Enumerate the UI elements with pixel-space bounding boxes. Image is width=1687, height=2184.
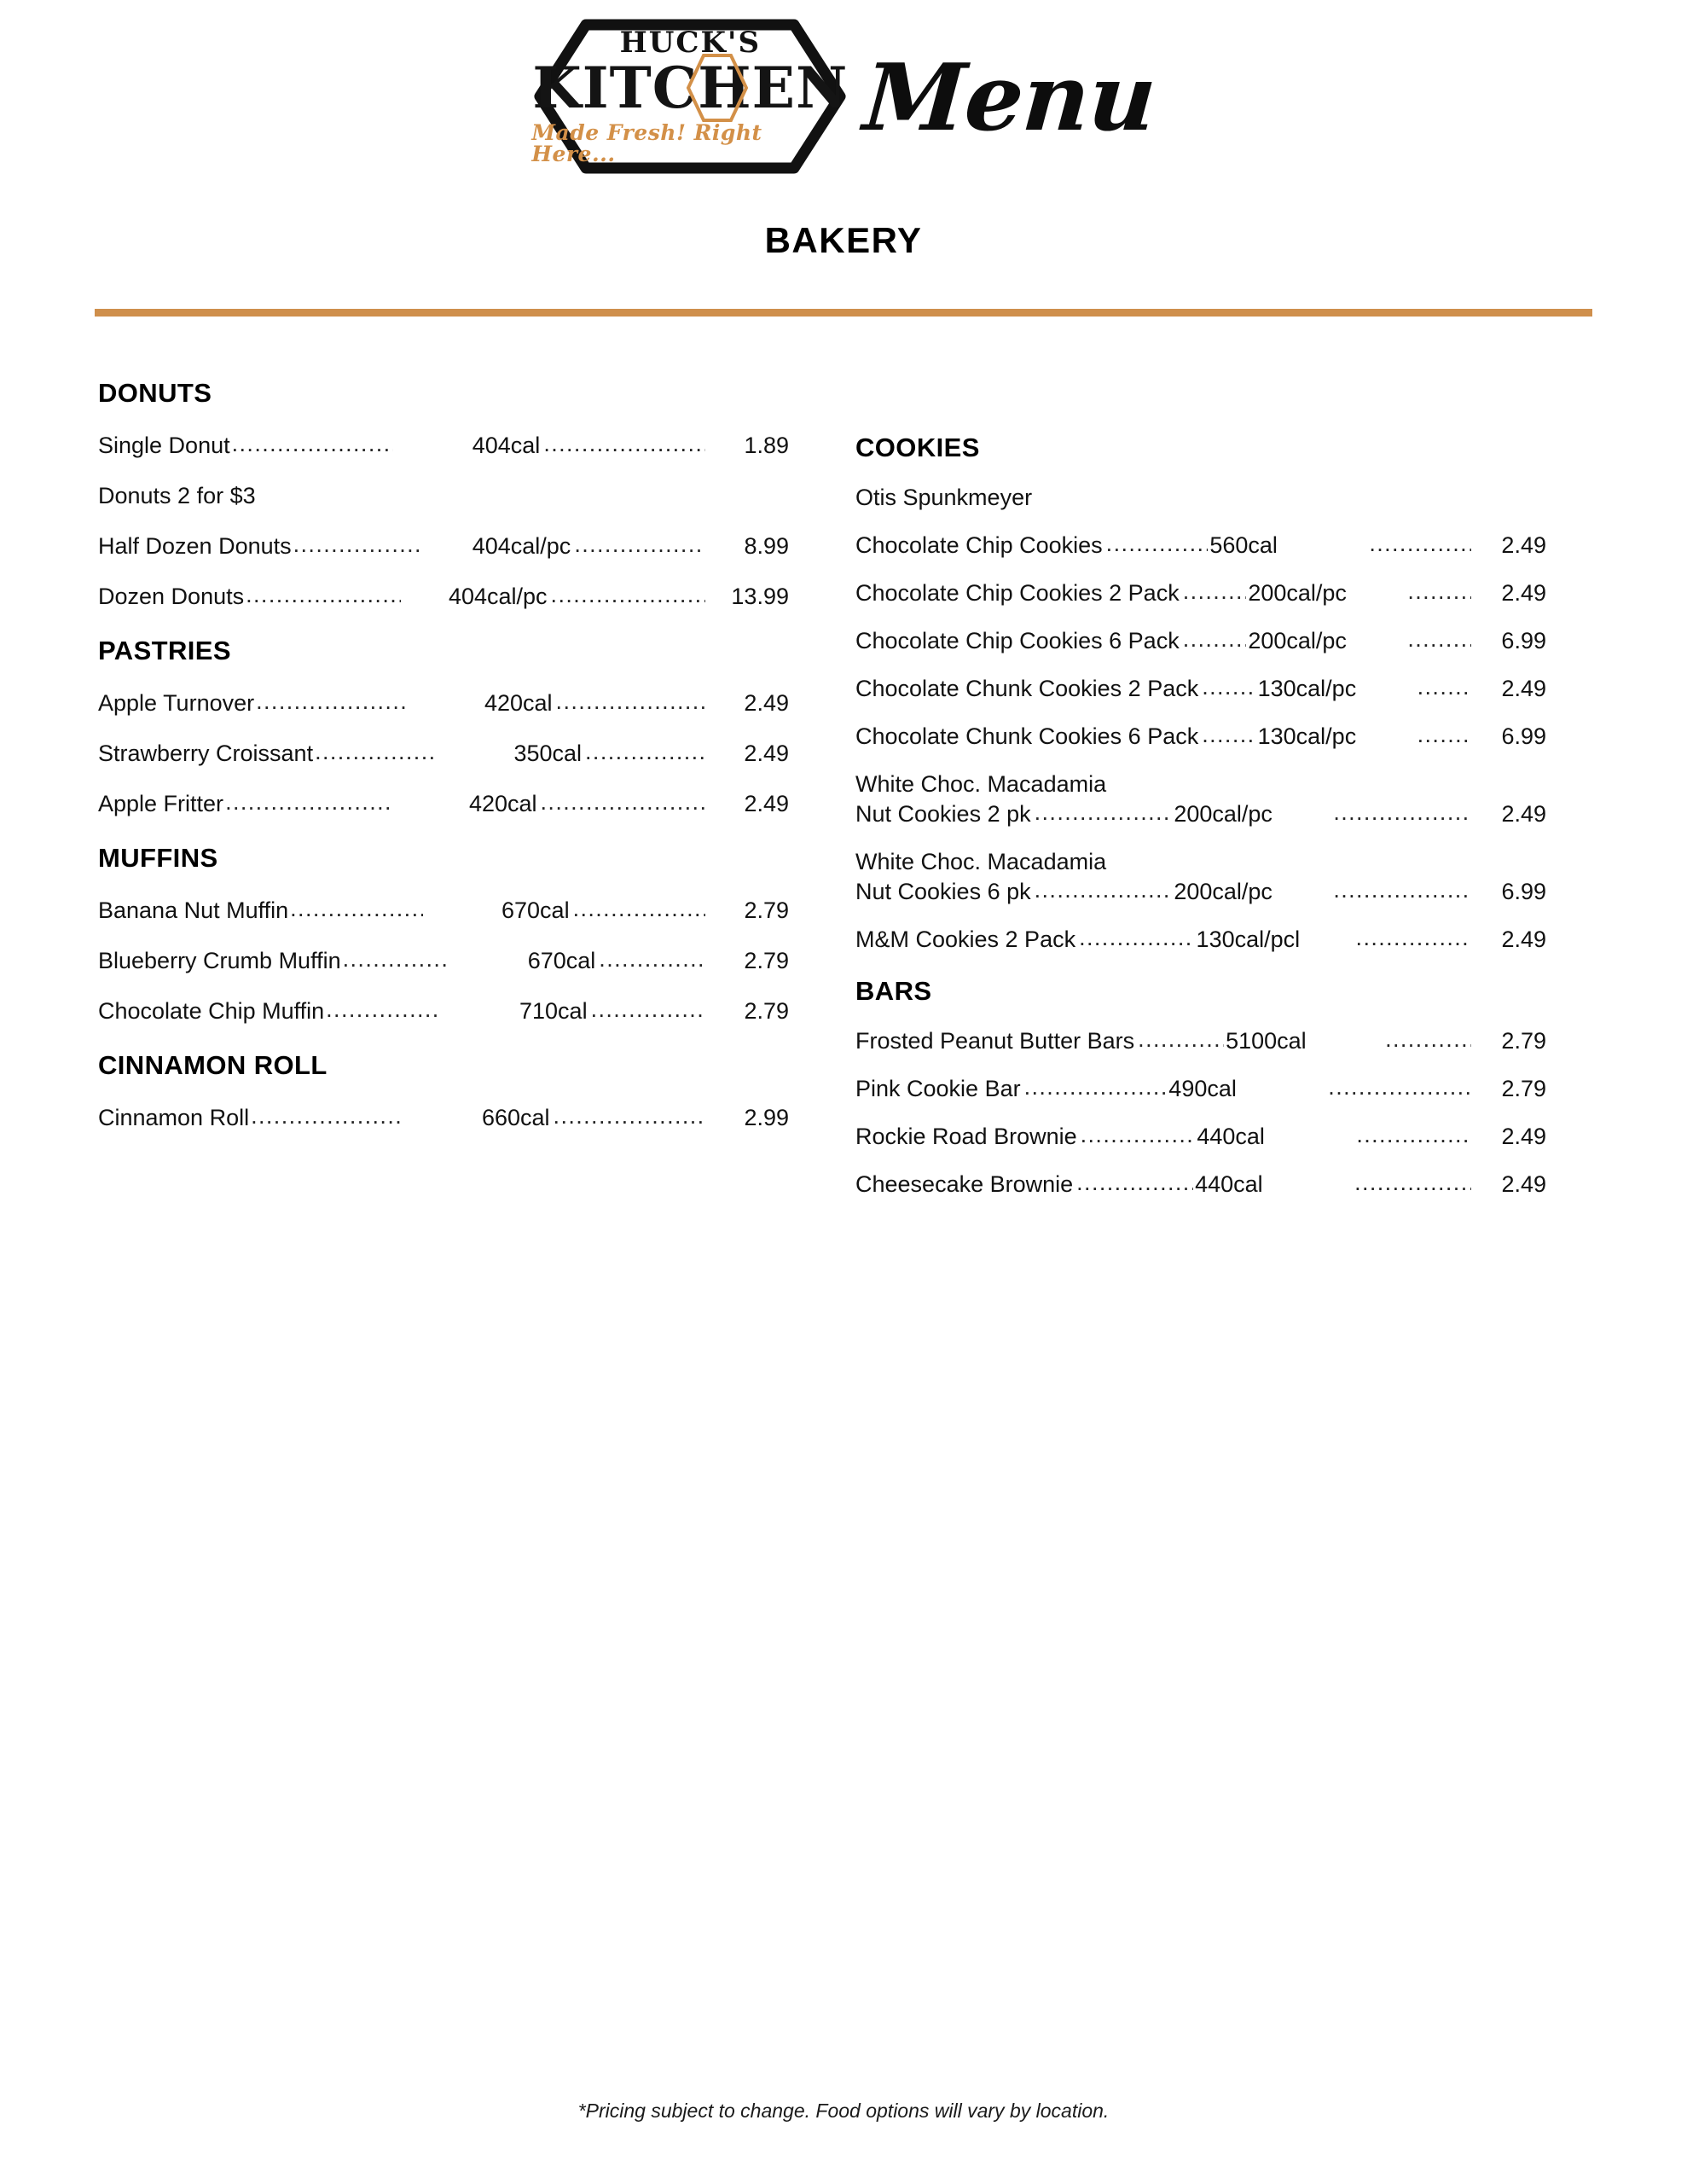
- menu-item-calories: 670cal: [501, 897, 570, 924]
- menu-item-price: 2.49: [1501, 676, 1546, 702]
- menu-item-name: Chocolate Chunk Cookies 2 Pack: [855, 676, 1199, 702]
- dot-leader: [1354, 1170, 1471, 1196]
- menu-wordmark: Menu: [860, 44, 1160, 152]
- menu-item: [98, 897, 789, 924]
- category-heading: CINNAMON ROLL: [98, 1050, 328, 1081]
- menu-item-price: 2.79: [1501, 1027, 1546, 1054]
- dot-leader: [556, 688, 705, 715]
- dot-leader: [1328, 1074, 1471, 1101]
- menu-category-pastries: [98, 636, 789, 817]
- dot-leader: [599, 946, 705, 973]
- menu-item-price: 2.49: [744, 690, 789, 717]
- menu-item-name: Blueberry Crumb Muffin: [98, 948, 341, 974]
- dot-leader: [1079, 925, 1194, 951]
- menu-item: [98, 584, 789, 610]
- dot-leader: [1407, 626, 1471, 653]
- menu-item-calories: 440cal: [1197, 1123, 1265, 1149]
- menu-item-calories: 660cal: [481, 1105, 550, 1131]
- dot-leader: [1183, 578, 1247, 605]
- menu-item-name: Donuts 2 for $3: [98, 483, 256, 509]
- dot-leader: [1369, 531, 1471, 557]
- menu-item-name: Pink Cookie Bar: [855, 1075, 1021, 1101]
- menu-item: [98, 948, 789, 974]
- menu-item: [855, 1028, 1546, 1054]
- menu-item-calories: 200cal/pc: [1248, 580, 1347, 607]
- menu-item-name: Single Donut: [98, 433, 230, 458]
- menu-item-name: Dozen Donuts: [98, 584, 245, 610]
- menu-category-cookies: [855, 433, 1546, 954]
- menu-item: [855, 532, 1546, 559]
- dot-leader: [315, 739, 435, 765]
- dot-leader: [1417, 674, 1471, 700]
- menu-category-bars: [855, 976, 1546, 1198]
- menu-item: [98, 433, 789, 459]
- menu-item: [98, 1105, 789, 1131]
- menu-category-cinnamon-roll: [98, 1050, 789, 1131]
- menu-item: [98, 533, 789, 560]
- menu-item-price: 2.49: [1501, 1123, 1546, 1149]
- dot-leader: [551, 582, 705, 608]
- dot-leader: [225, 789, 390, 816]
- menu-item-price: 6.99: [1501, 723, 1546, 750]
- category-heading: DONUTS: [98, 378, 212, 408]
- menu-item-calories: 420cal: [484, 690, 553, 717]
- menu-item: [98, 741, 789, 767]
- menu-item-name: Apple Turnover: [98, 690, 255, 717]
- dot-leader: [251, 1103, 403, 1130]
- dot-leader: [1333, 799, 1471, 826]
- menu-item-calories: 560cal: [1209, 532, 1278, 559]
- menu-item: [855, 676, 1546, 702]
- menu-item-name: Chocolate Chip Muffin: [98, 998, 325, 1025]
- menu-item-calories: 350cal: [513, 741, 583, 767]
- dot-leader: [573, 896, 705, 922]
- menu-item-name: Rockie Road Brownie: [855, 1123, 1077, 1149]
- menu-item: [855, 771, 1546, 798]
- menu-item: [855, 801, 1546, 828]
- menu-item-price: 6.99: [1501, 879, 1547, 905]
- menu-item: [98, 483, 789, 509]
- dot-leader: [1106, 531, 1209, 557]
- menu-item-calories: 200cal/pc: [1174, 879, 1272, 905]
- menu-item-price: 2.79: [744, 998, 789, 1025]
- dot-leader: [1356, 925, 1471, 951]
- dot-leader: [1333, 877, 1471, 903]
- dot-leader: [256, 688, 405, 715]
- dot-leader: [1385, 1026, 1471, 1053]
- dot-leader: [1183, 626, 1247, 653]
- category-heading: MUFFINS: [98, 843, 218, 874]
- menu-item-calories: 490cal: [1168, 1075, 1237, 1101]
- dot-leader: [1138, 1026, 1224, 1053]
- menu-item-name: Frosted Peanut Butter Bars: [855, 1027, 1135, 1054]
- dot-leader: [293, 531, 425, 558]
- menu-item-calories: 130cal/pc: [1257, 676, 1357, 702]
- category-heading: COOKIES: [855, 433, 980, 462]
- menu-category-donuts: [98, 378, 789, 610]
- menu-item-name: Nut Cookies 6 pk: [855, 879, 1031, 905]
- dot-leader: [554, 1103, 705, 1130]
- menu-item-price: 2.49: [1501, 926, 1546, 953]
- dot-leader: [585, 739, 705, 765]
- menu-column-left: [98, 378, 789, 1132]
- menu-item-calories: 710cal: [519, 998, 588, 1025]
- menu-item-calories: 200cal/pc: [1248, 628, 1347, 654]
- menu-item-calories: 5100cal: [1226, 1027, 1307, 1054]
- menu-header: [0, 0, 1687, 171]
- menu-item-name: Nut Cookies 2 pk: [855, 801, 1031, 828]
- menu-item: [855, 580, 1546, 607]
- dot-leader: [541, 789, 705, 816]
- menu-item-calories: 200cal/pc: [1174, 801, 1272, 828]
- menu-item-name: Apple Fritter: [98, 791, 224, 817]
- menu-item-name: White Choc. Macadamia: [855, 849, 1107, 875]
- menu-item: [855, 485, 1546, 511]
- category-heading: PASTRIES: [98, 636, 231, 666]
- menu-item-price: 2.79: [744, 948, 789, 974]
- menu-item-name: Banana Nut Muffin: [98, 897, 289, 924]
- menu-item-calories: 404cal/pc: [472, 533, 571, 560]
- logo-hexagon-badge-icon: [531, 16, 849, 177]
- menu-item: [855, 879, 1546, 905]
- menu-item-name: Chocolate Chip Cookies: [855, 532, 1103, 559]
- dot-leader: [591, 996, 705, 1023]
- menu-item-name: Chocolate Chip Cookies 6 Pack: [855, 628, 1180, 654]
- menu-item-price: 1.89: [744, 433, 790, 458]
- dot-leader: [1407, 578, 1471, 605]
- dot-leader: [1202, 674, 1255, 700]
- menu-item-price: 2.99: [744, 1105, 789, 1131]
- menu-item-price: 2.49: [744, 741, 789, 767]
- dot-leader: [1356, 1122, 1471, 1148]
- menu-item-price: 2.49: [1501, 801, 1547, 828]
- dot-leader: [1076, 1170, 1193, 1196]
- menu-item-name: Cheesecake Brownie: [855, 1170, 1074, 1197]
- menu-item-name: Half Dozen Donuts: [98, 533, 292, 560]
- category-heading: BARS: [855, 975, 932, 1006]
- menu-item-price: 2.49: [744, 791, 789, 817]
- menu-item-price: 2.79: [744, 897, 789, 924]
- menu-item-calories: 670cal: [527, 948, 596, 974]
- menu-item: [855, 1171, 1546, 1198]
- menu-item: [855, 723, 1546, 750]
- dot-leader: [1024, 1074, 1168, 1101]
- menu-columns: [0, 378, 1687, 1198]
- menu-item-calories: 404cal: [472, 433, 541, 458]
- menu-item-price: 8.99: [744, 533, 789, 560]
- menu-item-price: 13.99: [731, 584, 789, 610]
- page-title: BAKERY: [764, 220, 923, 260]
- menu-item: [98, 791, 789, 817]
- menu-item-calories: 420cal: [468, 791, 537, 817]
- menu-item-name: Strawberry Croissant: [98, 741, 314, 767]
- menu-item-calories: 404cal/pc: [448, 584, 548, 610]
- menu-item-name: M&M Cookies 2 Pack: [855, 926, 1076, 953]
- dot-leader: [1202, 722, 1255, 748]
- dot-leader: [1417, 722, 1471, 748]
- menu-category-muffins: [98, 843, 789, 1025]
- menu-item-price: 2.79: [1501, 1075, 1546, 1101]
- menu-item-calories: 440cal: [1195, 1170, 1263, 1197]
- logo-brand-main: KITCHEN: [532, 55, 849, 121]
- menu-item: [855, 1124, 1546, 1150]
- menu-item-calories: 130cal/pcl: [1196, 926, 1301, 953]
- menu-item-name: Cinnamon Roll: [98, 1105, 250, 1131]
- dot-leader: [232, 431, 394, 457]
- menu-item-price: 6.99: [1501, 628, 1546, 654]
- menu-item-price: 2.49: [1501, 580, 1546, 607]
- menu-item-price: 2.49: [1501, 532, 1546, 559]
- dot-leader: [290, 896, 422, 922]
- menu-item-name: Chocolate Chip Cookies 2 Pack: [855, 580, 1180, 607]
- menu-item-price: 2.49: [1501, 1170, 1546, 1197]
- dot-leader: [1035, 799, 1173, 826]
- logo-tagline: Made Fresh! Right Here...: [531, 120, 762, 166]
- dot-leader: [246, 582, 400, 608]
- menu-item: [855, 849, 1546, 875]
- dot-leader: [574, 531, 705, 558]
- dot-leader: [326, 996, 440, 1023]
- menu-item: [855, 1076, 1546, 1102]
- dot-leader: [343, 946, 449, 973]
- title-divider: [95, 309, 1592, 317]
- hucks-kitchen-logo: [531, 16, 849, 177]
- menu-item-name: Chocolate Chunk Cookies 6 Pack: [855, 723, 1199, 750]
- logo-brand-top: HUCK'S: [619, 26, 762, 60]
- menu-item: [855, 926, 1546, 953]
- menu-item: [98, 690, 789, 717]
- pricing-disclaimer: *Pricing subject to change. Food options will vary by location.: [577, 2100, 1110, 2122]
- menu-item: [98, 998, 789, 1025]
- dot-leader: [1035, 877, 1173, 903]
- menu-item-name: Otis Spunkmeyer: [855, 485, 1033, 510]
- dot-leader: [543, 431, 705, 457]
- menu-column-right: [855, 378, 1546, 1198]
- menu-item-name: White Choc. Macadamia: [855, 771, 1107, 798]
- menu-item-calories: 130cal/pc: [1257, 723, 1357, 750]
- dot-leader: [1081, 1122, 1196, 1148]
- menu-item: [855, 628, 1546, 654]
